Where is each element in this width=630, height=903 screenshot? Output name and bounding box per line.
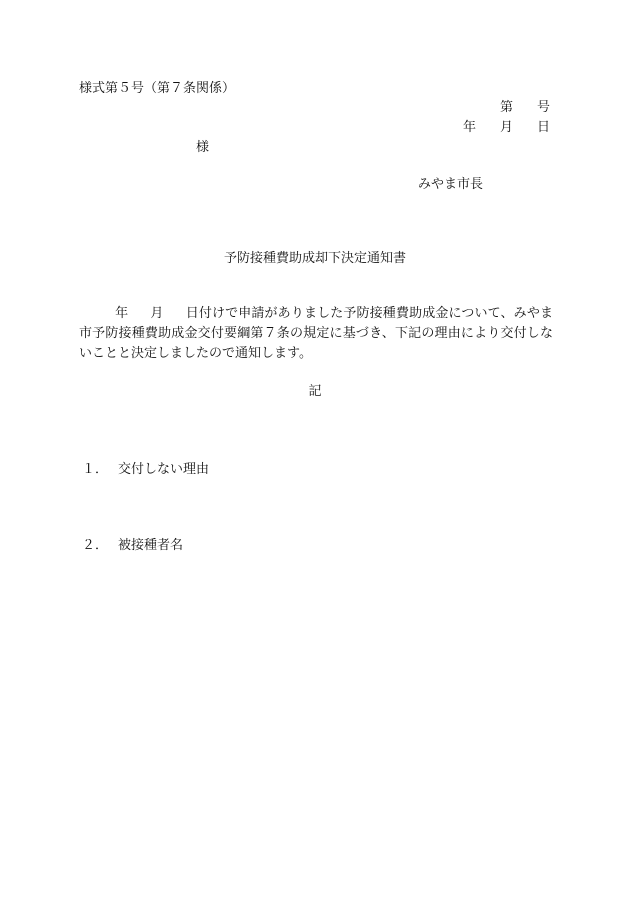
list-item-number: １．: [82, 462, 109, 477]
date-day: 日: [536, 120, 550, 135]
list-item-label: 被接種者名: [118, 538, 184, 553]
body-month: 月: [150, 306, 164, 321]
ki-label: 記: [308, 384, 322, 399]
document-number: [500, 99, 550, 117]
body-paragraph: [79, 304, 553, 364]
addressee-honorific: 様: [196, 140, 210, 155]
list-item: [82, 537, 183, 555]
date-month: 月: [499, 120, 513, 135]
sender-name: みやま市長: [418, 177, 484, 192]
document-title: 予防接種費助成却下決定通知書: [223, 251, 406, 266]
list-item: [82, 461, 209, 479]
document-number-suffix: 号: [536, 100, 550, 115]
date-year: 年: [462, 120, 476, 135]
body-text: 日付けで申請がありました予防接種費助成金について、みやま市予防接種費助成金交付要綱第７条の規定に基づき、下記の理由により交付しないことと決定しましたので通知します。: [79, 306, 553, 361]
list-item-label: 交付しない理由: [118, 462, 210, 477]
document-date: [463, 119, 550, 137]
body-year: 年: [115, 306, 129, 321]
form-label: 様式第５号（第７条関係）: [79, 81, 236, 96]
document-number-prefix: 第: [499, 100, 513, 115]
list-item-number: ２．: [82, 538, 109, 553]
